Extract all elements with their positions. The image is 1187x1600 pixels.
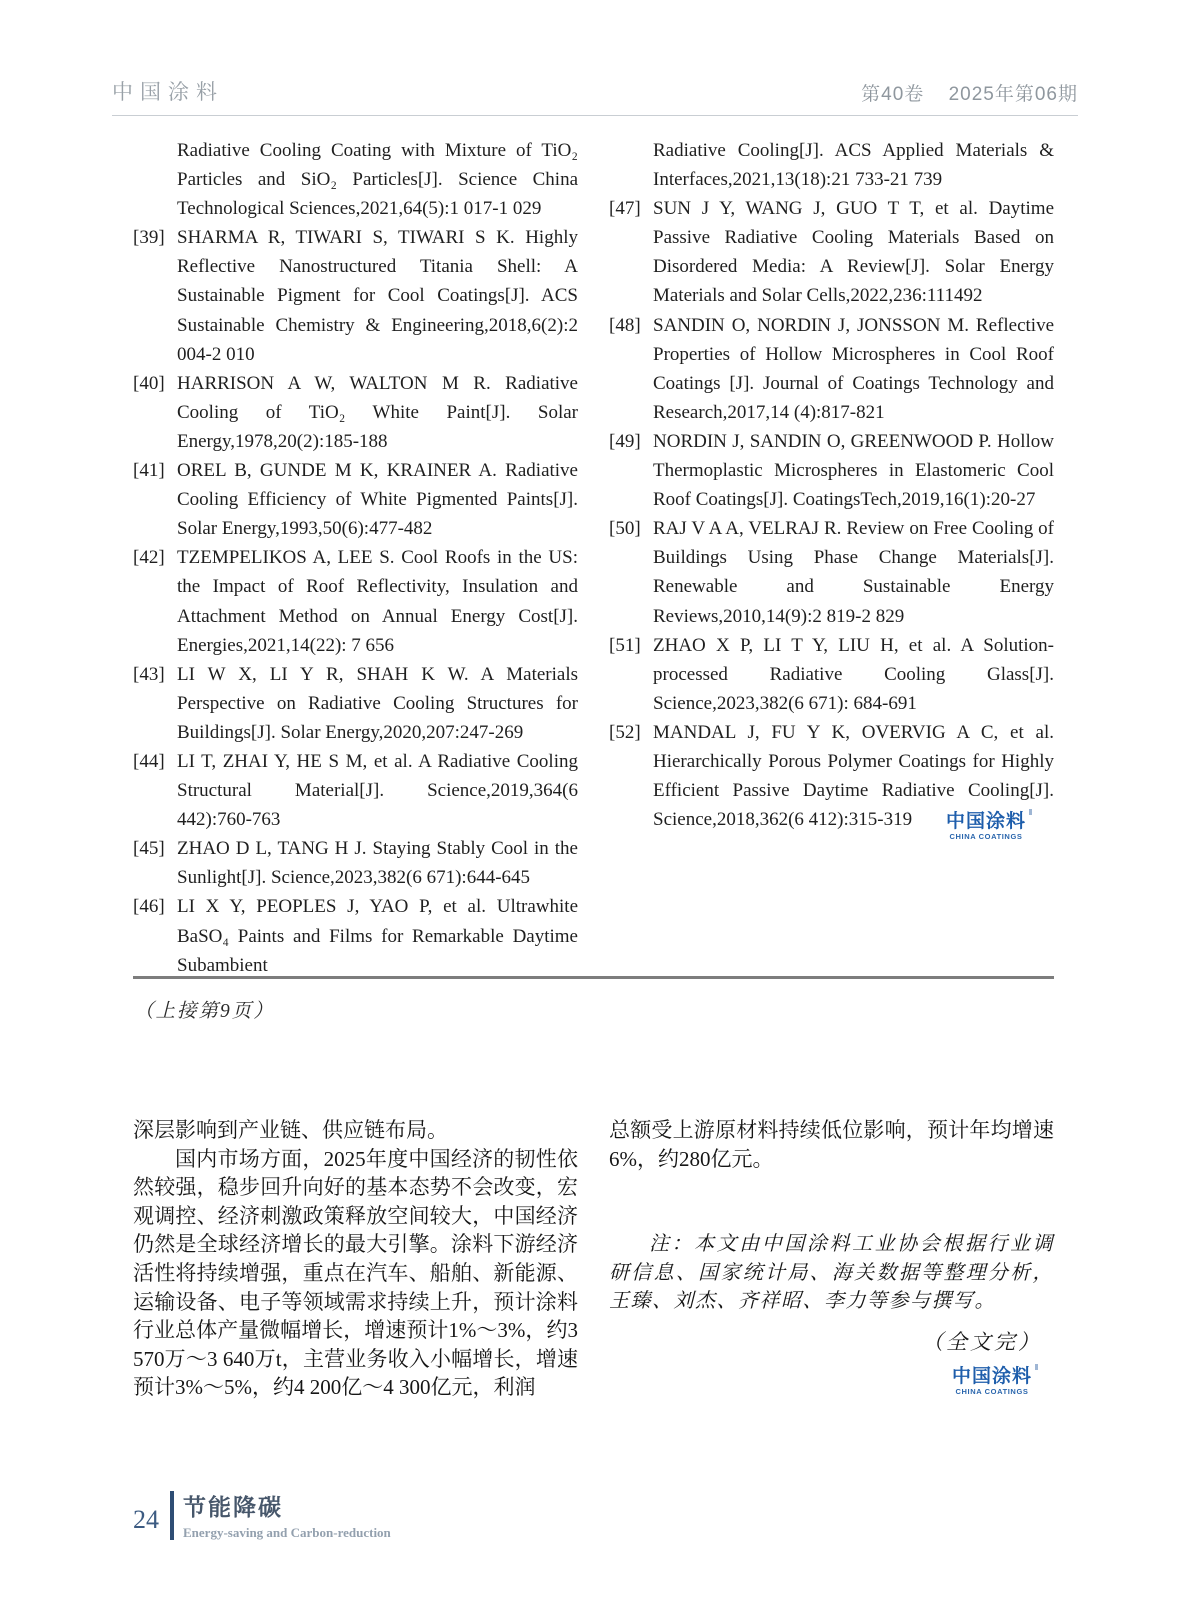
- article-right-column: [609, 1116, 1054, 1402]
- china-coatings-logo: [946, 812, 1026, 841]
- references-section: [133, 136, 1054, 980]
- article-paragraph: 总额受上游原材料持续低位影响，预计年均增速6%，约280亿元。: [609, 1118, 1054, 1171]
- reference-number: [41]: [133, 460, 165, 482]
- logo-en-text: CHINA COATINGS: [955, 1386, 1029, 1396]
- reference-text: OREL B, GUNDE M K, KRAINER A. Radiative Cooling Efficiency of White Pigmented Paints[J]. Solar Energy,1993,50(6):477-482: [177, 460, 578, 540]
- reference-text: Radiative Cooling Coating with Mixture of TiO₂ Particles and SiO₂ Particles[J]. Science China Technological Sciences,2021,64(5):1 017-1 029: [177, 140, 578, 220]
- reference-item: [133, 660, 578, 747]
- footer-bar-icon: [170, 1491, 174, 1540]
- china-coatings-logo: [952, 1367, 1032, 1396]
- reference-text: TZEMPELIKOS A, LEE S. Cool Roofs in the US: the Impact of Roof Reflectivity, Insulation and Attachment Method on Annual Energy Cost[J]. Energies,2021,14(22): 7 656: [177, 547, 578, 656]
- reference-number: [50]: [609, 518, 641, 540]
- reference-item: [133, 456, 578, 543]
- reference-item: [133, 543, 578, 659]
- reference-item: [609, 427, 1054, 514]
- issue-info: [843, 79, 1078, 106]
- reference-item: [609, 136, 1054, 194]
- reference-number: [47]: [609, 198, 641, 220]
- references-left-column: [133, 136, 578, 980]
- reference-number: [43]: [133, 663, 165, 685]
- footer-section-title: [183, 1489, 391, 1541]
- logo-cn-text: 中国涂料: [951, 1365, 1032, 1387]
- reference-text: ZHAO X P, LI T Y, LIU H, et al. A Solution-processed Radiative Cooling Glass[J]. Science,2023,382(6 671): 684-691: [653, 634, 1054, 714]
- logo-cn-text: 中国涂料: [945, 811, 1026, 832]
- reference-text: LI X Y, PEOPLES J, YAO P, et al. Ultrawhite BaSO₄ Paints and Films for Remarkable Daytime Subambient: [177, 896, 578, 976]
- reference-number: [48]: [609, 314, 641, 336]
- reference-text: LI T, ZHAI Y, HE S M, et al. A Radiative Cooling Structural Material[J]. Science,2019,364(6 442):760-763: [177, 750, 578, 831]
- page-header: [112, 76, 1078, 116]
- article-left-column: [133, 1116, 578, 1402]
- reference-number: [133, 136, 177, 223]
- journal-title: 中国涂料: [112, 81, 224, 104]
- reference-item: [133, 834, 578, 892]
- article-end-mark: （全文完）: [922, 1329, 1042, 1354]
- article-body: [133, 1116, 1054, 1402]
- volume-label: 第40卷: [861, 84, 925, 105]
- reference-item: [133, 223, 578, 368]
- section-title-en: Energy-saving and Carbon-reduction: [183, 1525, 391, 1540]
- continued-from-note: （上接第9页）: [134, 1001, 275, 1022]
- page-number: 24: [133, 1505, 159, 1534]
- page-footer: [133, 1489, 391, 1541]
- reference-text: HARRISON A W, WALTON M R. Radiative Cooling of TiO₂ White Paint[J]. Solar Energy,1978,20(2):185-188: [177, 372, 578, 452]
- reference-text: MANDAL J, FU Y K, OVERVIG A C, et al. Hierarchically Porous Polymer Coatings for Highly Efficient Passive Daytime Radiative Cooling[J]. Science,2018,362(6 412):315-319: [653, 721, 1054, 831]
- reference-item: [133, 136, 578, 223]
- reference-number: [46]: [133, 896, 165, 918]
- reference-number: [609, 136, 653, 194]
- logo-container: [609, 1367, 1054, 1399]
- reference-number: [45]: [133, 838, 165, 860]
- reference-text: LI W X, LI Y R, SHAH K W. A Materials Perspective on Radiative Cooling Structures for Buildings[J]. Solar Energy,2020,207:247-269: [177, 663, 578, 743]
- reference-text: ZHAO D L, TANG H J. Staying Stably Cool in the Sunlight[J]. Science,2023,382(6 671):644-645: [177, 838, 578, 889]
- reference-number: [40]: [133, 372, 165, 394]
- reference-text: SUN J Y, WANG J, GUO T T, et al. Daytime Passive Radiative Cooling Materials Based on Disordered Media: A Review[J]. Solar Energy Materials and Solar Cells,2022,236:111492: [653, 198, 1054, 307]
- logo-trademark-icon: [1029, 809, 1032, 815]
- reference-item: [609, 514, 1054, 630]
- reference-text: RAJ V A A, VELRAJ R. Review on Free Cooling of Buildings Using Phase Change Materials[J]. Renewable and Sustainable Energy Reviews,2010,14(9):2 819-2 829: [653, 518, 1054, 627]
- article-paragraph: 国内市场方面，2025年度中国经济的韧性依然较强，稳步回升向好的基本态势不会改变，宏观调控、经济刺激政策释放空间较大，中国经济仍然是全球经济增长的最大引擎。涂料下游经济活性将持续增强，重点在汽车、船舶、新能源、运输设备、电子等领域需求持续上升，预计涂料行业总体产量微幅增长，增速预计1%～3%，约3 570万～3 640万t，主营业务收入小幅增长，增速预计3%～5%，约4 200亿～4 300亿元，利润: [133, 1146, 578, 1400]
- reference-item: [133, 892, 578, 979]
- reference-text: SHARMA R, TIWARI S, TIWARI S K. Highly Reflective Nanostructured Titania Shell: A Sustainable Pigment for Cool Coatings[J]. ACS Sustainable Chemistry & Engineering,2018,6(2):2 004-2 010: [177, 227, 578, 365]
- references-right-column: [609, 136, 1054, 980]
- reference-item: [609, 194, 1054, 310]
- reference-number: [51]: [609, 634, 641, 656]
- issue-label: 2025年第06期: [948, 84, 1078, 105]
- reference-text: NORDIN J, SANDIN O, GREENWOOD P. Hollow Thermoplastic Microspheres in Elastomeric Cool Roof Coatings[J]. CoatingsTech,2019,16(1):20-27: [653, 430, 1054, 511]
- section-title-cn: 节能降碳: [183, 1494, 283, 1520]
- logo-en-text: CHINA COATINGS: [949, 832, 1023, 841]
- reference-text: SANDIN O, NORDIN J, JONSSON M. Reflective Properties of Hollow Microspheres in Cool Roof Coatings [J]. Journal of Coatings Technology and Research,2017,14 (4):817-821: [653, 314, 1054, 423]
- article-note: 注：本文由中国涂料工业协会根据行业调研信息、国家统计局、海关数据等整理分析，王臻、刘杰、齐祥昭、李力等参与撰写。: [609, 1233, 1054, 1313]
- reference-item: [133, 369, 578, 456]
- reference-number: [39]: [133, 227, 165, 249]
- reference-number: [49]: [609, 430, 641, 452]
- reference-item: [609, 311, 1054, 427]
- reference-number: [52]: [609, 721, 641, 743]
- section-divider: [133, 976, 1054, 979]
- article-paragraph: 深层影响到产业链、供应链布局。: [133, 1118, 448, 1142]
- reference-text: Radiative Cooling[J]. ACS Applied Materials & Interfaces,2021,13(18):21 733-21 739: [653, 140, 1054, 191]
- reference-number: [44]: [133, 750, 165, 772]
- reference-number: [42]: [133, 547, 165, 569]
- reference-item: [133, 747, 578, 834]
- reference-item: [609, 631, 1054, 718]
- logo-trademark-icon: [1035, 1364, 1038, 1370]
